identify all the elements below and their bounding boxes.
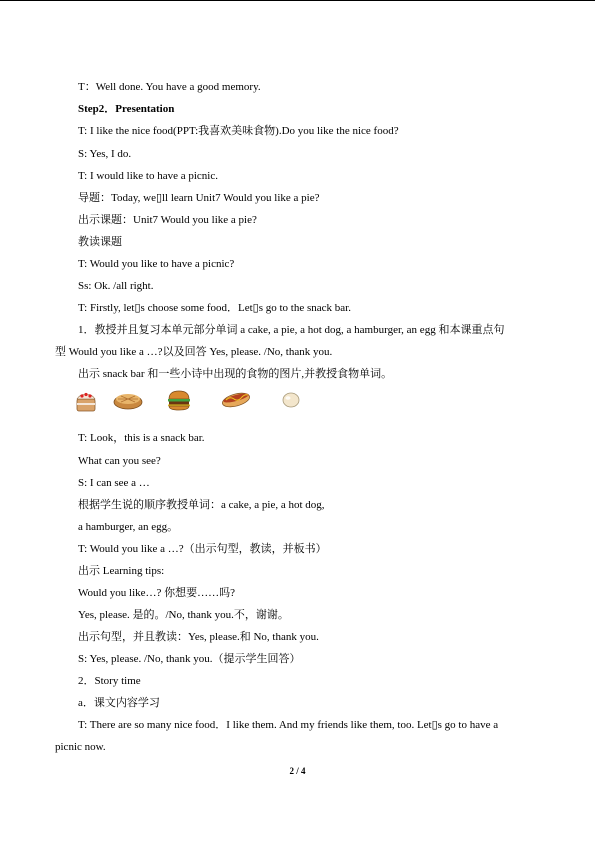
text-line: a．课文内容学习	[78, 697, 160, 709]
text-line: T: Would you like to have a picnic?	[78, 258, 235, 270]
text-line: T: There are so many nice food．I like them. And my friends like them, too. Let▯s go to have a	[78, 719, 499, 731]
pie-icon	[112, 388, 144, 412]
text-line: 导题：Today, we▯ll learn Unit7 Would you like a pie?	[78, 192, 320, 204]
text-line: 出示 snack bar 和一些小诗中出现的食物的图片,并教授食物单词。	[78, 368, 393, 380]
text-line: 出示句型，并且教读：Yes, please.和 No, thank you.	[78, 631, 319, 643]
text-line: T: I like the nice food(PPT:我喜欢美味食物).Do you like the nice food?	[78, 125, 399, 137]
text-line: a hamburger, an egg。	[78, 521, 179, 533]
text-line: Would you like…? 你想要……吗?	[78, 587, 236, 599]
text-line: T: I would like to have a picnic.	[78, 170, 218, 182]
text-line: Yes, please. 是的。/No, thank you.不，谢谢。	[78, 609, 289, 621]
egg-icon	[280, 388, 302, 410]
text-line: 型 Would you like a …?以及回答 Yes, please. /No, thank you.	[55, 346, 333, 358]
text-line: 2．Story time	[78, 675, 141, 687]
text-line: picnic now.	[55, 741, 106, 753]
hot-dog-icon	[220, 388, 252, 410]
text-line: S: I can see a …	[78, 477, 150, 489]
text-line: T: Would you like a …?（出示句型，教读，并板书）	[78, 543, 327, 555]
text-line: T：Well done. You have a good memory.	[78, 81, 261, 93]
page-number: 2 / 4	[289, 766, 306, 776]
text-line: S: Yes, please. /No, thank you.（提示学生回答）	[78, 653, 301, 665]
section-heading: Step2．Presentation	[78, 103, 175, 115]
text-line: T: Look，this is a snack bar.	[78, 432, 205, 444]
page-top-border	[0, 0, 595, 1]
text-line: T: Firstly, let▯s choose some food．Let▯s go to the snack bar.	[78, 302, 351, 314]
hamburger-icon	[166, 388, 192, 412]
text-line: 教读课题	[78, 236, 122, 248]
text-line: 出示 Learning tips:	[78, 565, 165, 577]
text-line: Ss: Ok. /all right.	[78, 280, 154, 292]
text-line: What can you see?	[78, 455, 161, 467]
text-line: 出示课题：Unit7 Would you like a pie?	[78, 214, 257, 226]
text-line: 1．教授并且复习本单元部分单词 a cake, a pie, a hot dog, a hamburger, an egg 和本课重点句	[78, 324, 505, 336]
cake-icon	[74, 388, 98, 414]
text-line: S: Yes, I do.	[78, 148, 132, 160]
text-line: 根据学生说的顺序教授单词：a cake, a pie, a hot dog,	[78, 499, 325, 511]
